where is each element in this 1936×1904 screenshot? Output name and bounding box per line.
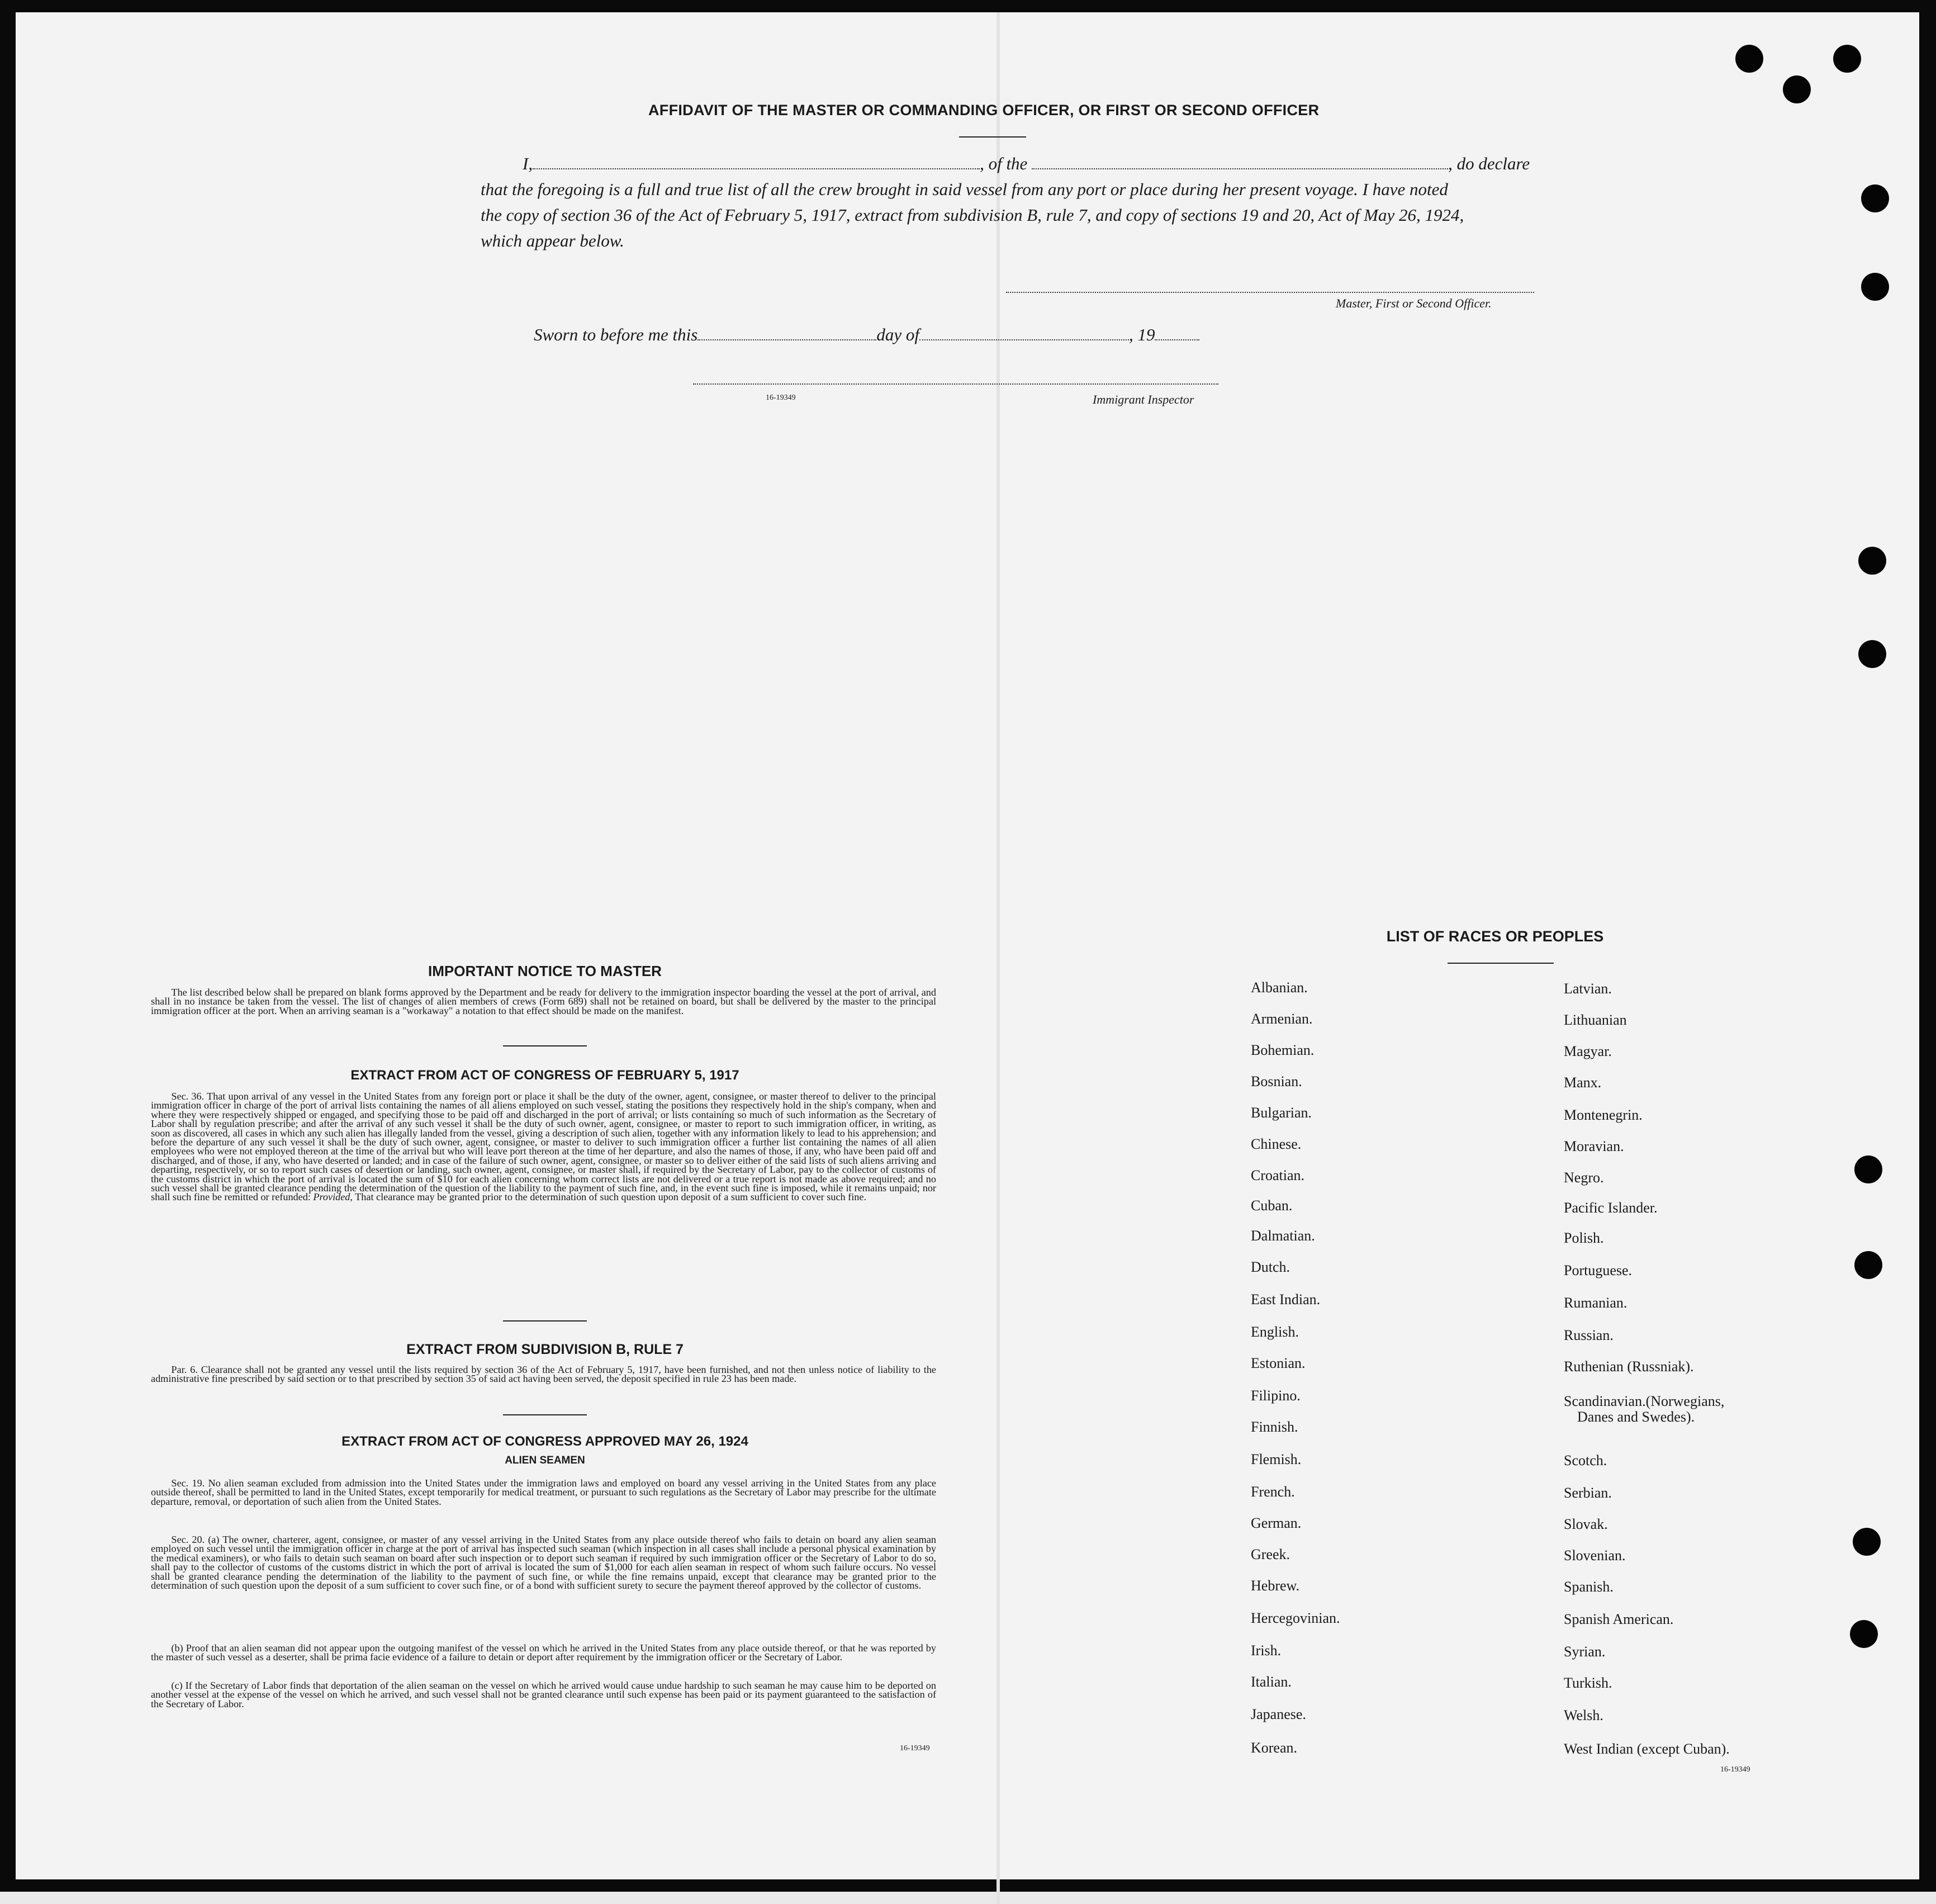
declare-label: , do declare — [1448, 154, 1530, 173]
races-rule — [1448, 963, 1554, 964]
race-item: Montenegrin. — [1564, 1107, 1643, 1123]
race-item: Welsh. — [1564, 1707, 1603, 1723]
race-item: Spanish American. — [1564, 1611, 1674, 1627]
race-item: Lithuanian — [1564, 1012, 1627, 1028]
form-number: 16-19349 — [1720, 1765, 1750, 1774]
section-rule — [503, 1045, 587, 1046]
race-item: Scotch. — [1564, 1452, 1607, 1469]
sec36-tail-text: That clearance may be granted prior to the determination of such question upon deposit of a sum sufficient to cover such fine. — [355, 1191, 866, 1203]
race-item: Cuban. — [1251, 1197, 1293, 1214]
race-item: Turkish. — [1564, 1675, 1612, 1691]
sworn-line — [534, 322, 1260, 348]
race-item: Japanese. — [1251, 1706, 1306, 1722]
race-item: Russian. — [1564, 1327, 1614, 1343]
race-item: Serbian. — [1564, 1485, 1612, 1501]
form-number: 16-19349 — [766, 394, 796, 402]
binding-hole — [1858, 640, 1886, 668]
sec20c-body: (c) If the Secretary of Labor finds that deportation of the alien seaman on the vessel on which he arrived would cause undue hardship to such seaman he may cause him to be deported on another vessel at the expense of the vessel on which he arrived, and such vessel shall not be granted clearance until such expense has been paid or its payment guaranteed to the satisfaction of the Secretary of Labor. — [151, 1680, 936, 1709]
race-item: Spanish. — [1564, 1579, 1614, 1595]
sworn-year-blank[interactable] — [1155, 326, 1199, 340]
affidavit-line-2: that the foregoing is a full and true list of all the crew brought in said vessel from any port or place during her present voyage. I have noted — [481, 179, 1448, 199]
race-item: Irish. — [1251, 1642, 1282, 1659]
race-item: Magyar. — [1564, 1043, 1612, 1059]
race-item: Hebrew. — [1251, 1578, 1300, 1594]
race-item: Finnish. — [1251, 1419, 1298, 1435]
race-item: Estonian. — [1251, 1355, 1306, 1371]
races-heading: LIST OF RACES OR PEOPLES — [1386, 928, 1604, 945]
notice-heading: IMPORTANT NOTICE TO MASTER — [428, 963, 662, 979]
title-rule — [959, 136, 1026, 138]
sec20a-body: Sec. 20. (a) The owner, charterer, agent, consignee, or master of any vessel arriving in the United States from any place outside thereof who fails to detain on board any alien seaman employed on such vessel until the immigration officer in charge at the port of arrival has inspected such seaman (which inspection in all cases shall include a personal physical examination by the medical examiners), or who fails to detain such seaman on board after such inspection or to deport such seaman if required by such immigration officer or the Secretary of Labor to do so, shall pay to the collector of customs of the customs district in which the port of arrival is located the sum of $1,000 for each alien seaman in respect of whom such failure occurs. No vessel shall be granted clearance pending the determination of the liability to the payment of such fine, or while the fine remains unpaid, except that clearance may be granted prior to the determination of such question upon the deposit of a sum sufficient to cover such fine, or of a bond with sufficient surety to secure the payment thereof approved by the collector of customs. — [151, 1534, 936, 1592]
race-item: Chinese. — [1251, 1136, 1302, 1152]
race-item: Portuguese. — [1564, 1262, 1633, 1278]
race-item: Italian. — [1251, 1674, 1292, 1690]
binding-hole — [1853, 1528, 1881, 1556]
race-item: Armenian. — [1251, 1011, 1313, 1027]
affidavit-title: AFFIDAVIT OF THE MASTER OR COMMANDING OFFICER, OR FIRST OR SECOND OFFICER — [648, 102, 1320, 119]
race-item: Pacific Islander. — [1564, 1200, 1658, 1216]
race-item: Danes and Swedes). — [1577, 1409, 1695, 1425]
binding-hole — [1833, 45, 1861, 73]
race-item: Syrian. — [1564, 1643, 1606, 1660]
scan-border-left — [0, 0, 16, 1892]
rule7-body: Par. 6. Clearance shall not be granted any vessel until the lists required by section 36 of the Act of February 5, 1917, have been furnished, and not then unless notice of liability to the administrative fine prescribed by said section or to that prescribed by section 35 of said act having been served, the deposit specified in rule 23 has been made. — [151, 1364, 936, 1385]
position-blank[interactable] — [1032, 155, 1448, 169]
extract-1924-heading: EXTRACT FROM ACT OF CONGRESS APPROVED MAY 26, 1924 — [341, 1434, 748, 1449]
affidavit-line-4: which appear below. — [481, 231, 624, 250]
affidavit-line-3: the copy of section 36 of the Act of February 5, 1917, extract from subdivision B, rule 7, and copy of sections 19 and 20, Act of May 26, 1924, — [481, 205, 1464, 225]
extract-1917-body — [151, 1092, 936, 1202]
provided-text: Provided, — [313, 1191, 353, 1203]
year-label: , 19 — [1128, 325, 1155, 344]
sec20b-body: (b) Proof that an alien seaman did not appear upon the outgoing manifest of the vessel on which he arrived in the United States from any place outside thereof, or that he was reported by the master of such vessel as a deserter, shall be prima facie evidence of a failure to detain or deport after requirement by the immigration officer or the Secretary of Labor. — [151, 1642, 936, 1663]
inspector-signature-line[interactable] — [693, 383, 1218, 385]
race-item: Dutch. — [1251, 1259, 1290, 1275]
master-signature-label: Master, First or Second Officer. — [1336, 296, 1492, 310]
sec36-main-text: Sec. 36. That upon arrival of any vessel in the United States from any foreign port or place it shall be the duty of the owner, agent, consignee, or master thereof to deliver to the principal immigration officer in charge of the port of arrival lists containing the names of all aliens employed on such vessel, stating the positions they respectively hold in the ship's company, when and where they were respectively shipped or engaged, and specifying those to be paid off and discharged in the port of arrival; or lists containing so much of such information as the Secretary of Labor shall by regulation prescribe; and after the arrival of any such vessel it shall be the duty of such owner, agent, consignee, or master to report to such immigration officer, in writing, as soon as discovered, all cases in which any such alien has illegally landed from the vessel, giving a description of such alien, together with any information likely to lead to his apprehension; and before the departure of any such vessel it shall be the duty of such owner, agent, consignee, or master to deliver to such immigration officer a further list containing the names of all alien employees who were not employed thereon at the time of the arrival but who will leave port thereon at the time of her departure, and also the names of those, if any, who have been paid off and discharged, and of those, if any, who have deserted or landed; and in case of the failure of such owner, agent, consignee, or master so to deliver either of the said lists of such aliens arriving and departing, respectively, or so to report such cases of desertion or landing, such owner, agent, consignee, or master shall, if required by the Secretary of Labor, pay to the collector of customs of the customs district in which the port of arrival is located the sum of $10 for each alien concerning whom correct lists are not delivered or a true report is not made as above required; and no such vessel shall be granted clearance pending the determination of the question of the liability to the payment of such fine, and, in the event such fine is imposed, while it remains unpaid; nor shall such fine be remitted or refunded: — [151, 1091, 936, 1203]
race-item: Negro. — [1564, 1169, 1604, 1186]
sworn-prefix: Sworn to before me this — [534, 325, 698, 344]
document-page — [16, 12, 1919, 1879]
sworn-month-blank[interactable] — [919, 326, 1129, 340]
binding-hole — [1861, 184, 1889, 212]
notice-body: The list described below shall be prepared on blank forms approved by the Department and be ready for delivery to the immigration inspector boarding the vessel at the port of arrival, and shall in no instance be taken from the vessel. The list of changes of alien members of crews (Form 689) shall not be retained on board, but shall be delivered by the master to the principal immigration officer at the port. When an arriving seaman is a "workaway" a notation to that effect should be made on the manifest. — [151, 987, 936, 1016]
form-number: 16-19349 — [900, 1744, 930, 1753]
affidavit-line-1 — [523, 151, 1534, 177]
race-item: French. — [1251, 1484, 1295, 1500]
section-rule — [503, 1414, 587, 1415]
race-item: Dalmatian. — [1251, 1228, 1315, 1244]
race-item: Polish. — [1564, 1230, 1604, 1246]
section-rule — [503, 1320, 587, 1322]
binding-hole — [1854, 1251, 1882, 1279]
name-blank[interactable] — [533, 155, 980, 169]
affidavit-i-label: I, — [523, 154, 533, 173]
binding-hole — [1854, 1155, 1882, 1183]
master-signature-line[interactable] — [1006, 292, 1534, 293]
extract-1917-heading: EXTRACT FROM ACT OF CONGRESS OF FEBRUARY 5, 1917 — [350, 1068, 739, 1083]
race-item: Manx. — [1564, 1074, 1602, 1091]
race-item: Latvian. — [1564, 981, 1612, 997]
scan-border-right — [1919, 0, 1936, 1892]
race-item: Flemish. — [1251, 1451, 1302, 1467]
sworn-day-blank[interactable] — [697, 326, 876, 340]
center-fold — [997, 12, 1000, 1904]
alien-seamen-subheading: ALIEN SEAMEN — [505, 1455, 585, 1466]
race-item: East Indian. — [1251, 1291, 1321, 1308]
race-item: Greek. — [1251, 1546, 1290, 1562]
binding-hole — [1858, 547, 1886, 575]
race-item: Albanian. — [1251, 979, 1308, 996]
race-item: Bosnian. — [1251, 1073, 1302, 1090]
race-item: Slovak. — [1564, 1516, 1608, 1532]
race-item: Bulgarian. — [1251, 1105, 1312, 1121]
race-item: Croatian. — [1251, 1167, 1305, 1183]
sec19-body: Sec. 19. No alien seaman excluded from admission into the United States under the immigration laws and employed on board any vessel arriving in the United States from any place outside thereof, shall be permitted to land in the United States, except temporarily for medical treatment, or pursuant to such regulations as the Secretary of Labor may prescribe for the ultimate departure, removal, or deportation of such alien from the United States. — [151, 1477, 936, 1507]
race-item: Moravian. — [1564, 1138, 1624, 1154]
race-item: Korean. — [1251, 1740, 1298, 1756]
binding-hole — [1861, 273, 1889, 301]
scan-border-top — [0, 0, 1936, 12]
race-item: Slovenian. — [1564, 1547, 1626, 1564]
race-item: Hercegovinian. — [1251, 1610, 1340, 1626]
rule7-heading: EXTRACT FROM SUBDIVISION B, RULE 7 — [406, 1342, 684, 1357]
scan-border-bottom — [0, 1879, 1936, 1892]
binding-hole — [1783, 75, 1811, 103]
binding-hole — [1735, 45, 1763, 73]
race-item: Bohemian. — [1251, 1042, 1315, 1058]
race-item: Scandinavian.(Norwegians, — [1564, 1393, 1725, 1409]
binding-hole — [1850, 1620, 1878, 1648]
race-item: Ruthenian (Russniak). — [1564, 1358, 1694, 1375]
race-item: German. — [1251, 1515, 1302, 1531]
race-item: West Indian (except Cuban). — [1564, 1741, 1730, 1757]
race-item: English. — [1251, 1324, 1299, 1340]
of-the-label: , of the — [980, 154, 1028, 173]
race-item: Rumanian. — [1564, 1295, 1627, 1311]
race-item: Filipino. — [1251, 1387, 1301, 1404]
inspector-label: Immigrant Inspector — [1093, 392, 1194, 406]
day-of-label: day of — [876, 325, 919, 344]
